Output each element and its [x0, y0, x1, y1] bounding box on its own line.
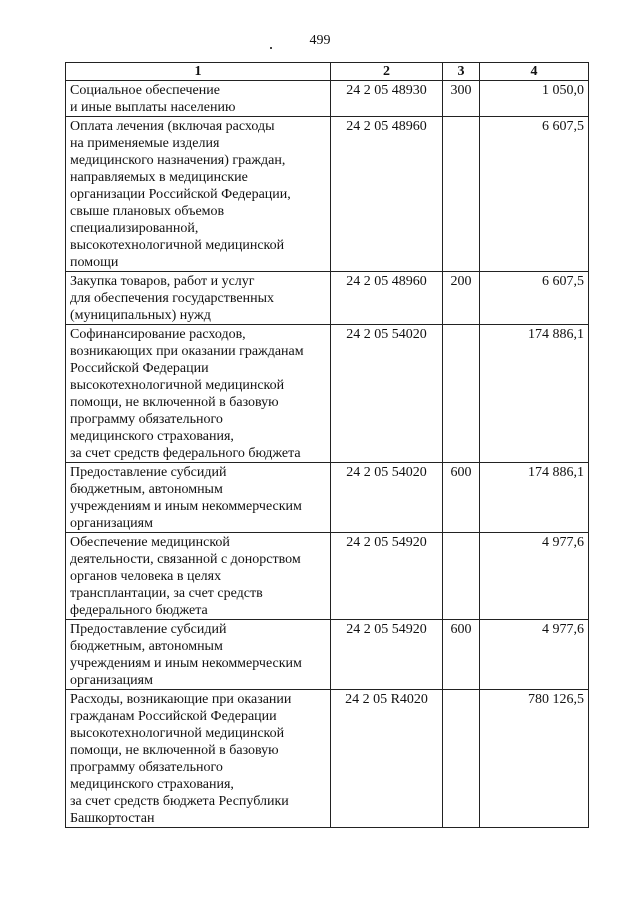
description-line: Башкортостан — [70, 811, 155, 826]
row-expense-type: 300 — [443, 81, 480, 117]
description-line: помощи, не включенной в базовую — [70, 743, 279, 758]
row-expense-type — [443, 325, 480, 463]
row-expense-type: 600 — [443, 463, 480, 533]
description-line: бюджетным, автономным — [70, 639, 223, 654]
description-line: Закупка товаров, работ и услуг — [70, 274, 255, 289]
description-line: (муниципальных) нужд — [70, 308, 211, 323]
description-line: направляемых в медицинские — [70, 170, 248, 185]
description-line: Российской Федерации — [70, 361, 209, 376]
row-code: 24 2 05 48960 — [331, 117, 443, 272]
row-description — [66, 117, 331, 272]
description-line: органов человека в целях — [70, 569, 222, 584]
table-row — [66, 620, 589, 690]
table-body — [66, 81, 589, 828]
row-code: 24 2 05 48960 — [331, 272, 443, 325]
description-line: на применяемые изделия — [70, 136, 220, 151]
description-line: для обеспечения государственных — [70, 291, 274, 306]
row-amount: 4 977,6 — [480, 533, 589, 620]
row-amount: 6 607,5 — [480, 272, 589, 325]
description-line: медицинского назначения) граждан, — [70, 153, 286, 168]
description-line: помощи, не включенной в базовую — [70, 395, 279, 410]
column-header: 2 — [331, 63, 443, 81]
row-description — [66, 325, 331, 463]
description-line: деятельности, связанной с донорством — [70, 552, 301, 567]
row-code: 24 2 05 54020 — [331, 463, 443, 533]
description-line: Оплата лечения (включая расходы — [70, 119, 275, 134]
row-description — [66, 81, 331, 117]
row-description — [66, 272, 331, 325]
scan-speck — [270, 47, 272, 49]
description-line: свыше плановых объемов — [70, 204, 225, 219]
row-description — [66, 620, 331, 690]
row-code: 24 2 05 48930 — [331, 81, 443, 117]
description-line: высокотехнологичной медицинской — [70, 378, 285, 393]
description-line: возникающих при оказании гражданам — [70, 344, 304, 359]
description-line: медицинского страхования, — [70, 777, 234, 792]
description-line: учреждениям и иным некоммерческим — [70, 499, 302, 514]
row-code: 24 2 05 54020 — [331, 325, 443, 463]
description-line: Обеспечение медицинской — [70, 535, 230, 550]
description-line: организациям — [70, 673, 153, 688]
description-line: Предоставление субсидий — [70, 622, 227, 637]
description-line: программу обязательного — [70, 760, 223, 775]
description-line: бюджетным, автономным — [70, 482, 223, 497]
description-line: специализированной, — [70, 221, 199, 236]
row-amount: 4 977,6 — [480, 620, 589, 690]
description-line: Предоставление субсидий — [70, 465, 227, 480]
table-row — [66, 272, 589, 325]
description-line: Софинансирование расходов, — [70, 327, 246, 342]
row-description — [66, 533, 331, 620]
header-row — [66, 63, 589, 81]
page-number: 499 — [309, 33, 331, 48]
row-code: 24 2 05 54920 — [331, 533, 443, 620]
description-line: высокотехнологичной медицинской — [70, 726, 285, 741]
description-line: федерального бюджета — [70, 603, 208, 618]
budget-table — [65, 62, 589, 828]
table-row — [66, 117, 589, 272]
description-line: медицинского страхования, — [70, 429, 234, 444]
description-line: за счет средств федерального бюджета — [70, 446, 301, 461]
column-header: 3 — [443, 63, 480, 81]
row-description — [66, 463, 331, 533]
row-amount: 1 050,0 — [480, 81, 589, 117]
description-line: программу обязательного — [70, 412, 223, 427]
row-expense-type — [443, 117, 480, 272]
row-code: 24 2 05 R4020 — [331, 690, 443, 828]
description-line: высокотехнологичной медицинской — [70, 238, 285, 253]
column-header: 1 — [66, 63, 331, 81]
description-line: Расходы, возникающие при оказании — [70, 692, 292, 707]
table-row — [66, 81, 589, 117]
description-line: за счет средств бюджета Республики — [70, 794, 289, 809]
table-row — [66, 463, 589, 533]
row-amount: 174 886,1 — [480, 463, 589, 533]
description-line: помощи — [70, 255, 119, 270]
column-header: 4 — [480, 63, 589, 81]
row-amount: 780 126,5 — [480, 690, 589, 828]
description-line: трансплантации, за счет средств — [70, 586, 263, 601]
description-line: Социальное обеспечение — [70, 83, 220, 98]
description-line: гражданам Российской Федерации — [70, 709, 277, 724]
row-expense-type: 600 — [443, 620, 480, 690]
description-line: и иные выплаты населению — [70, 100, 236, 115]
description-line: учреждениям и иным некоммерческим — [70, 656, 302, 671]
row-expense-type: 200 — [443, 272, 480, 325]
table-row — [66, 690, 589, 828]
row-expense-type — [443, 690, 480, 828]
row-code: 24 2 05 54920 — [331, 620, 443, 690]
table-row — [66, 325, 589, 463]
row-expense-type — [443, 533, 480, 620]
description-line: организации Российской Федерации, — [70, 187, 291, 202]
row-amount: 6 607,5 — [480, 117, 589, 272]
row-description — [66, 690, 331, 828]
table-row — [66, 533, 589, 620]
description-line: организациям — [70, 516, 153, 531]
row-amount: 174 886,1 — [480, 325, 589, 463]
